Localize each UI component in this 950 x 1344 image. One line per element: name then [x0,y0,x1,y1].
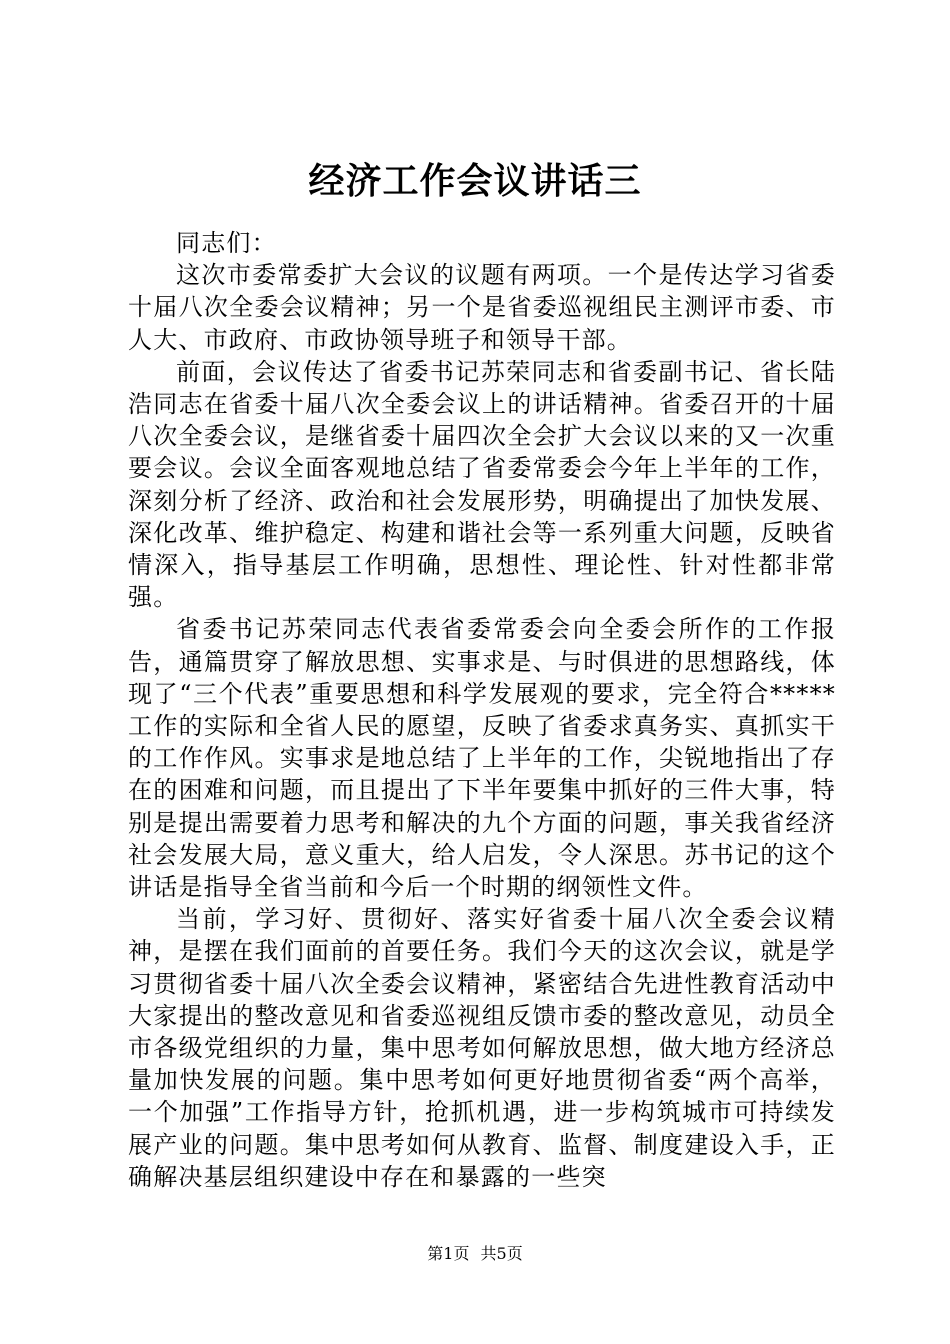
paragraph-3: 省委书记苏荣同志代表省委常委会向全委会所作的工作报告，通篇贯穿了解放思想、实事求是、与时俱进的思想路线，体现了“三个代表”重要思想和科学发展观的要求，完全符合*****工作的实际和全省人民的愿望，反映了省委求真务实、真抓实干的工作作风。实事求是地总结了上半年的工作，尖锐地指出了存在的困难和问题，而且提出了下半年要集中抓好的三件大事，特别是提出需要着力思考和解决的九个方面的问题，事关我省经济社会发展大局，意义重大，给人启发，令人深思。苏书记的这个讲话是指导全省当前和今后一个时期的纲领性文件。 [128,615,836,902]
paragraph-2: 前面，会议传达了省委书记苏荣同志和省委副书记、省长陆浩同志在省委十届八次全委会议上的讲话精神。省委召开的十届八次全委会议，是继省委十届四次全会扩大会议以来的又一次重要会议。会议全面客观地总结了省委常委会今年上半年的工作，深刻分析了经济、政治和社会发展形势，明确提出了加快发展、深化改革、维护稳定、构建和谐社会等一系列重大问题，反映省情深入，指导基层工作明确，思想性、理论性、针对性都非常强。 [128,357,836,612]
document-title: 经济工作会议讲话三 [308,160,642,202]
paragraph-1: 这次市委常委扩大会议的议题有两项。一个是传达学习省委十届八次全委会议精神；另一个是省委巡视组民主测评市委、市人大、市政府、市政协领导班子和领导干部。 [128,261,836,354]
page-total: 共5页 [480,1244,523,1263]
page-number: 第1页 [427,1244,470,1263]
salutation: 同志们： [176,229,277,257]
paragraph-4: 当前，学习好、贯彻好、落实好省委十届八次全委会议精神，是摆在我们面前的首要任务。我们今天的这次会议，就是学习贯彻省委十届八次全委会议精神，紧密结合先进性教育活动中大家提出的整改意见和省委巡视组反馈市委的整改意见，动员全市各级党组织的力量，集中思考如何解放思想，做大地方经济总量加快发展的问题。集中思考如何更好地贯彻省委“两个高举，一个加强”工作指导方针，抢抓机遇，进一步构筑城市可持续发展产业的问题。集中思考如何从教育、监督、制度建设入手，正确解决基层组织建设中存在和暴露的一些突 [128,905,836,1191]
document-body [128,227,836,1193]
page-footer [0,1244,950,1264]
